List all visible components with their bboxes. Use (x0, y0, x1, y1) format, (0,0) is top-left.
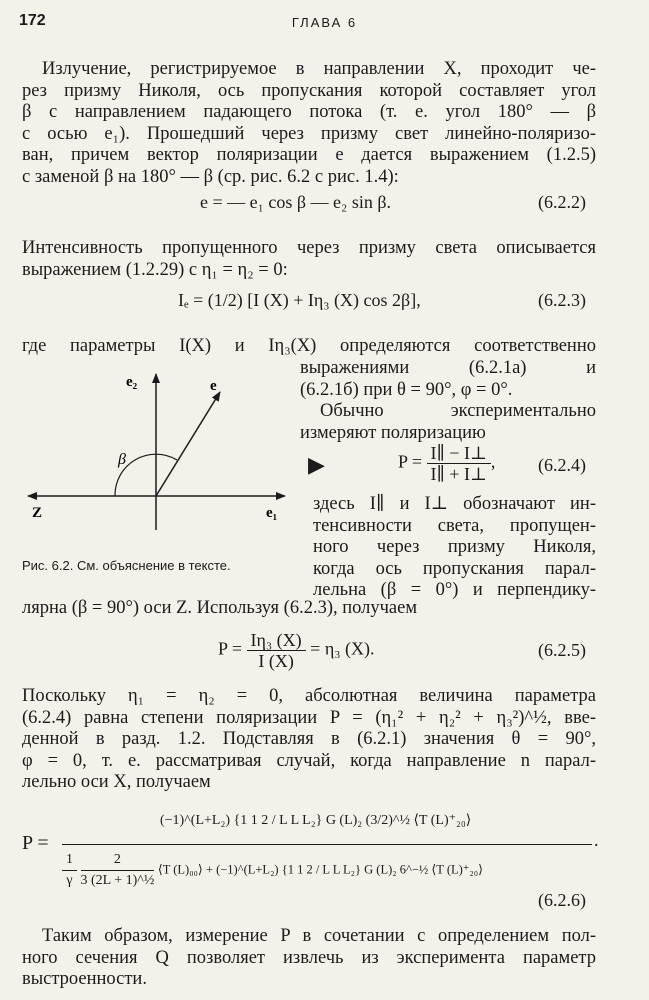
equation-6-2-2: e = — e₁ cos β — e₂ sin β. (200, 192, 391, 212)
fraction-denominator: I∥ + I⊥ (430, 464, 487, 484)
paragraph-4-right (313, 494, 596, 602)
arrow-marker-icon: ▶ (308, 452, 325, 477)
text-line: денной в разд. 1.2. Подставляя в (6.2.1) значения θ = 90°, (22, 729, 596, 749)
equation-number: (6.2.4) (538, 455, 586, 475)
equation-6-2-5 (218, 630, 375, 671)
equation-number: (6.2.5) (538, 640, 586, 660)
figure-caption: Рис. 6.2. См. объяснение в тексте. (22, 558, 231, 573)
text-line: здесь I∥ и I⊥ обозначают ин- (313, 494, 596, 514)
equation-rhs: = η₃ (X). (310, 638, 375, 659)
figure-label-e2: e₂ (126, 374, 138, 390)
fraction-numerator: 2 (81, 850, 155, 871)
equation-lhs: P = (218, 638, 242, 659)
text-line: лельна (β = 0°) и перпендику- (313, 580, 596, 600)
text-line: (6.2.1б) при θ = 90°, φ = 0°. (300, 379, 513, 400)
fraction-denominator: I (X) (258, 651, 294, 671)
text-line: выстроенности. (22, 969, 147, 989)
text-line: рез призму Николя, ось пропускания которой составляет угол (22, 80, 596, 101)
text-line: ван, причем вектор поляризации e дается выражением (1.2.5) (22, 145, 596, 165)
equation-trail: . (594, 830, 599, 850)
text-line: Поскольку η₁ = η₂ = 0, абсолютная величина параметра (22, 686, 596, 706)
e-vector (156, 392, 220, 496)
equation-6-2-6-denominator (62, 850, 592, 891)
figure-label-beta: β (118, 451, 126, 468)
text-line: ного сечения Q позволяет извлечь из эксперимента параметр (22, 947, 596, 968)
text-line: лельно оси X, получаем (22, 772, 211, 792)
page-number: 172 (19, 12, 46, 29)
fraction-numerator: I∥ − I⊥ (427, 443, 491, 464)
text-line: ного через призму Николя, (313, 537, 596, 557)
figure-label-z: Z (32, 505, 43, 521)
paragraph-3-right (300, 358, 596, 444)
text-line: измеряют поляризацию (300, 422, 486, 443)
equation-number: (6.2.2) (538, 192, 586, 212)
fraction-denominator: γ (66, 873, 73, 888)
denominator-rest: ⟨T (L)₀₀⟩ + (−1)^(L+L₂) {1 1 2 / L L L₂} G (L)₂ 6^−½ ⟨T (L)⁺₂₀⟩ (157, 862, 483, 877)
text-line: Излучение, регистрируемое в направлении X, проходит че- (42, 59, 596, 79)
equation-lhs: P = (398, 451, 422, 472)
figure-label-e1: e₁ (266, 505, 278, 521)
figure-6-2 (20, 360, 295, 535)
text-line: Таким образом, измерение P в сочетании с определением пол- (42, 926, 596, 946)
text-line: с осью e₁). Прошедший через призму свет линейно-поляризо- (22, 123, 596, 144)
text-line: когда ось пропускания парал- (313, 558, 596, 579)
paragraph-5 (22, 686, 596, 794)
equation-6-2-4 (398, 443, 495, 484)
equation-6-2-3: Iₑ = (1/2) [I (X) + Iη₃ (X) cos 2β], (178, 290, 421, 310)
text-line: (6.2.4) равна степени поляризации P = (η₁² + η₂² + η₃²)^½, вве- (22, 707, 596, 728)
text-line: β с направлением падающего потока (т. е. угол 180° — β (22, 102, 596, 122)
text-line: с заменой β на 180° — β (ср. рис. 6.2 с рис. 1.4): (22, 166, 399, 187)
paragraph-6 (22, 926, 596, 991)
fraction (427, 443, 491, 484)
text-line: выражением (1.2.29) с η₁ = η₂ = 0: (22, 259, 288, 280)
text-line: Обычно экспериментально (320, 401, 596, 421)
fraction (247, 630, 306, 671)
equation-6-2-6-numerator: (−1)^(L+L₂) {1 1 2 / L L L₂} G (L)₂ (3/2)^½ ⟨T (L)⁺₂₀⟩ (160, 813, 472, 828)
equation-trail: , (490, 451, 496, 472)
fraction-numerator: Iη₃ (X) (247, 630, 306, 651)
running-head: ГЛАВА 6 (291, 15, 358, 30)
text-line: выражениями (6.2.1а) и (300, 358, 596, 378)
text-line: φ = 0, т. е. рассматривая случай, когда направление n парал- (22, 750, 596, 771)
text-line: Интенсивность пропущенного через призму света описывается (22, 238, 596, 258)
text-line: лярна (β = 90°) оси Z. Используя (6.2.3), получаем (22, 598, 418, 618)
figure-label-e: e (210, 378, 217, 394)
equation-lhs: P = (22, 832, 49, 854)
text-line: где параметры I(X) и Iη₃(X) определяются соответственно (22, 336, 596, 356)
text-line: тенсивности света, пропущен- (313, 515, 596, 536)
fraction-bar (62, 844, 592, 845)
fraction-denominator: 3 (2L + 1)^½ (80, 873, 155, 888)
fraction-numerator: 1 (62, 850, 77, 871)
paragraph-2 (22, 238, 596, 281)
fraction (62, 850, 77, 891)
fraction (81, 850, 155, 891)
equation-number: (6.2.6) (538, 890, 586, 910)
paragraph-1 (22, 59, 596, 188)
equation-number: (6.2.3) (538, 290, 586, 310)
